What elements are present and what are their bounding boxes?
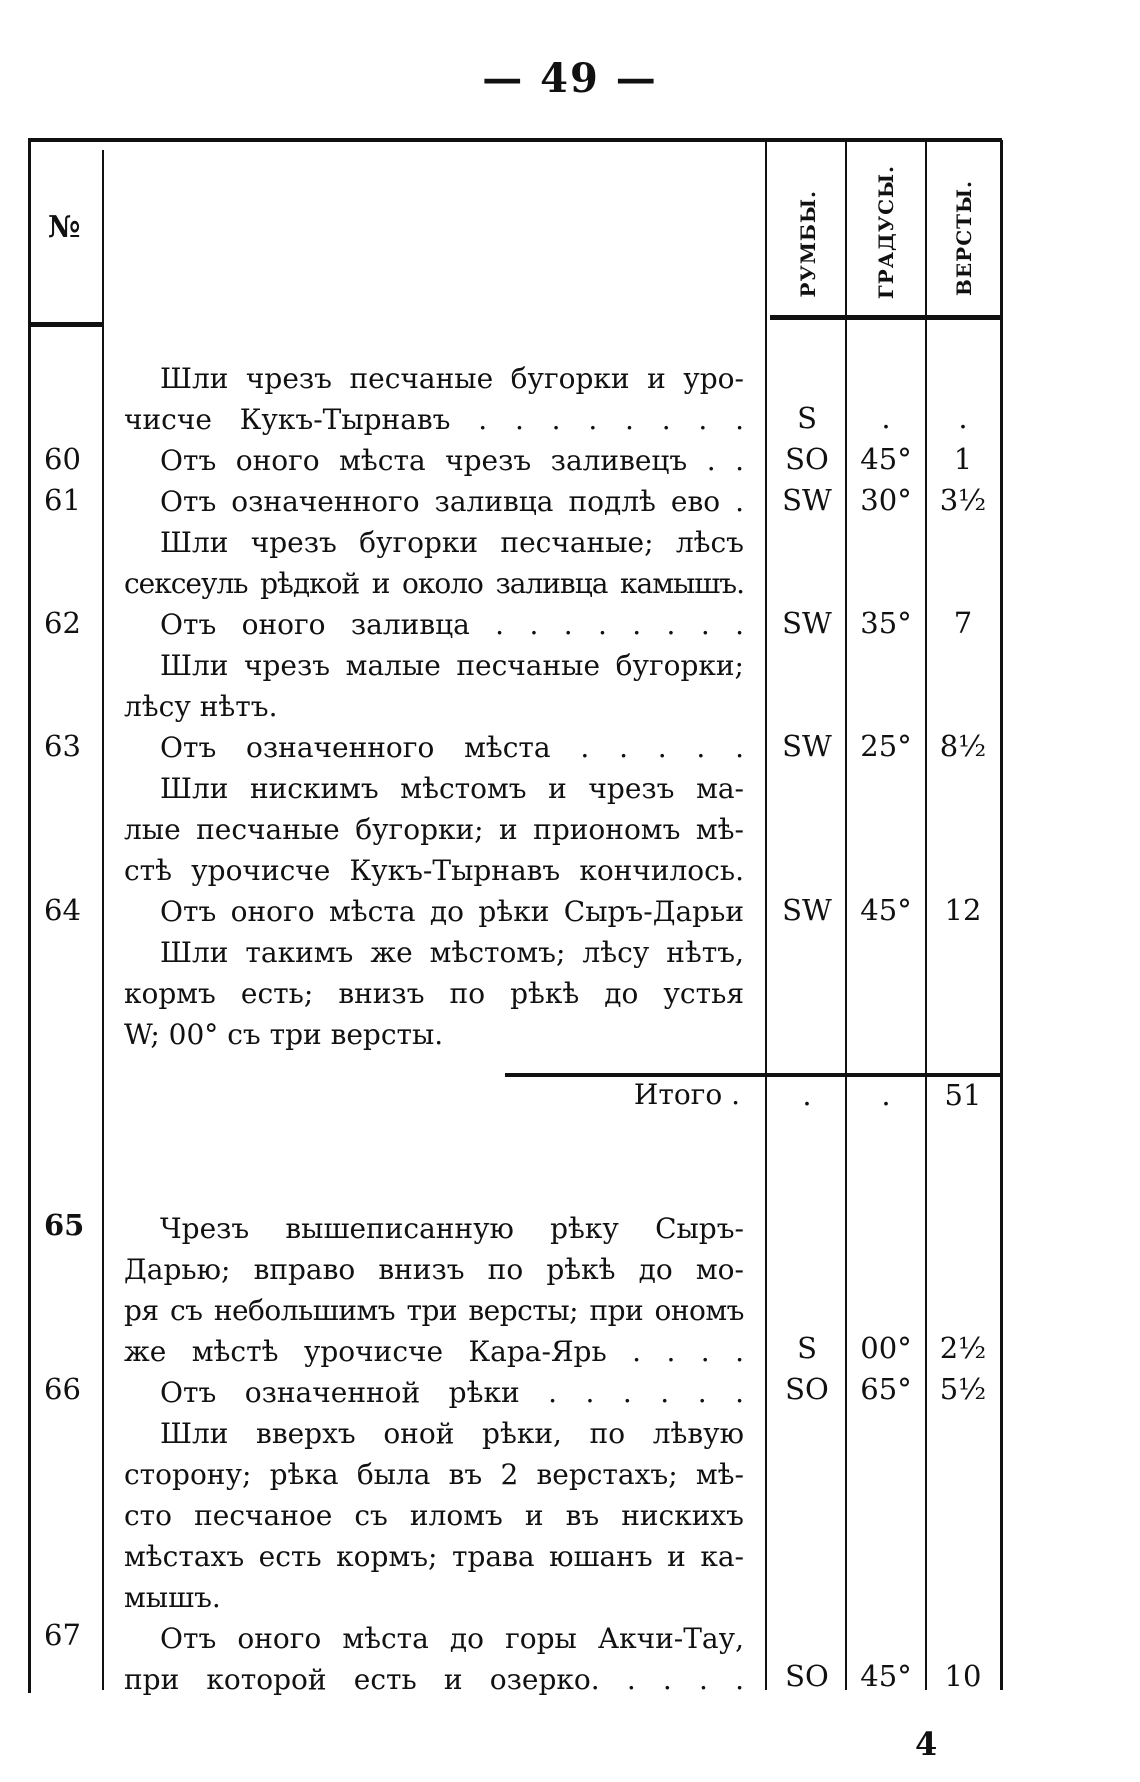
- header-gradusy: ГРАДУСЫ.: [874, 165, 898, 300]
- cell-rumb: SO: [785, 1372, 829, 1406]
- total-grad: .: [881, 1078, 891, 1112]
- cell-grad: 45°: [860, 442, 912, 476]
- text-line: Отъ оного мѣста чрезъ заливецъ . .: [160, 444, 744, 477]
- text-line: Шли чрезъ песчаные бугорки и уро-: [160, 362, 744, 395]
- cell-rumb: SW: [782, 893, 832, 927]
- total-vers: 51: [944, 1078, 982, 1112]
- text-line: Шли такимъ же мѣстомъ; лѣсу нѣтъ,: [160, 936, 744, 969]
- cell-rumb: SW: [782, 483, 832, 517]
- total-rule: [505, 1073, 1000, 1077]
- cell-grad: 65°: [860, 1372, 912, 1406]
- cell-vers: .: [958, 401, 968, 435]
- right-border: [1000, 140, 1003, 1690]
- cell-vers: 2½: [939, 1331, 987, 1365]
- top-rule: [30, 138, 1002, 142]
- cell-grad: 25°: [860, 729, 912, 763]
- text-line: Отъ оного мѣста до рѣки Сыръ-Дарьи: [160, 895, 744, 928]
- text-line: мѣстахъ есть кормъ; трава юшанъ и ка-: [124, 1540, 744, 1573]
- text-line: стѣ урочисче Кукъ-Тырнавъ кончилось.: [124, 854, 744, 887]
- cell-rumb: SW: [782, 729, 832, 763]
- text-line: сексеуль рѣдкой и около заливца камышъ.: [124, 567, 744, 600]
- text-line: ря съ небольшимъ три версты; при ономъ: [124, 1294, 744, 1327]
- cell-rumb: SO: [785, 1659, 829, 1693]
- cell-vers: 12: [944, 893, 982, 927]
- cell-vers: 8½: [939, 729, 987, 763]
- cell-grad: 45°: [860, 1659, 912, 1693]
- signature-mark: 4: [915, 1725, 938, 1763]
- cell-vers: 5½: [939, 1372, 987, 1406]
- cell-grad: 35°: [860, 606, 912, 640]
- text-line: Шли вверхъ оной рѣки, по лѣвую: [160, 1417, 744, 1450]
- cell-grad: 30°: [860, 483, 912, 517]
- text-line: Дарью; вправо внизъ по рѣкѣ до мо-: [124, 1253, 744, 1286]
- cell-grad: .: [881, 401, 891, 435]
- cell-vers: 1: [953, 442, 973, 476]
- header-versty: ВЕРСТЫ.: [952, 180, 976, 296]
- row-number: 60: [44, 442, 81, 476]
- row-number: 61: [44, 483, 81, 517]
- text-line: же мѣстѣ урочисче Кара-Ярь . . . .: [124, 1335, 744, 1368]
- cell-grad: 00°: [860, 1331, 912, 1365]
- text-line: сто песчаное съ иломъ и въ нискихъ: [124, 1499, 744, 1532]
- cell-rumb: S: [797, 401, 817, 435]
- cell-grad: 45°: [860, 893, 912, 927]
- header-rumby: РУМБЫ.: [796, 190, 820, 298]
- text-line: кормъ есть; внизъ по рѣкѣ до устья: [124, 977, 744, 1010]
- row-number: 64: [44, 893, 81, 927]
- left-border: [28, 138, 31, 1693]
- total-label: Итого .: [633, 1078, 740, 1111]
- text-line: Шли чрезъ малые песчаные бугорки;: [160, 649, 744, 682]
- text-block-2: [124, 1208, 744, 1700]
- cell-rumb: SO: [785, 442, 829, 476]
- total-rumb: .: [802, 1078, 812, 1112]
- row-number: 65: [44, 1208, 85, 1242]
- text-line: Чрезъ вышеписанную рѣку Сыръ-: [160, 1212, 744, 1245]
- cell-rumb: SW: [782, 606, 832, 640]
- text-line: Отъ означенного заливца подлѣ ево .: [160, 485, 744, 518]
- row-number: 67: [44, 1618, 81, 1652]
- text-line: W; 00° съ три версты.: [124, 1018, 444, 1051]
- header-number: №: [48, 210, 81, 245]
- cell-rumb: S: [797, 1331, 817, 1365]
- cell-vers: 10: [944, 1659, 982, 1693]
- page-number: — 49 —: [482, 55, 658, 102]
- text-line: Шли чрезъ бугорки песчаные; лѣсъ: [160, 526, 744, 559]
- text-line: лые песчаные бугорки; и приономъ мѣ-: [124, 813, 744, 846]
- text-line: Отъ оного заливца . . . . . . . .: [160, 608, 744, 641]
- row-number: 66: [44, 1372, 81, 1406]
- text-line: мышъ.: [124, 1581, 221, 1614]
- divider-text: [765, 140, 767, 1690]
- header-rule-right: [770, 315, 1000, 320]
- cell-vers: 3½: [939, 483, 987, 517]
- text-line: Отъ означенного мѣста . . . . .: [160, 731, 744, 764]
- text-line: сторону; рѣка была въ 2 верстахъ; мѣ-: [124, 1458, 744, 1491]
- row-number: 62: [44, 606, 81, 640]
- header-rule-left: [30, 322, 102, 327]
- text-line: чисче Кукъ-Тырнавъ . . . . . . . .: [124, 403, 744, 436]
- text-line: Отъ оного мѣста до горы Акчи-Тау,: [160, 1622, 744, 1655]
- text-line: Шли нискимъ мѣстомъ и чрезъ ма-: [160, 772, 744, 805]
- text-line: при которой есть и озерко. . . . .: [124, 1663, 744, 1696]
- text-line: лѣсу нѣтъ.: [124, 690, 278, 723]
- text-block-1: [124, 358, 744, 1055]
- text-line: Отъ означенной рѣки . . . . . .: [160, 1376, 744, 1409]
- row-number: 63: [44, 729, 81, 763]
- divider-number: [102, 150, 104, 1690]
- cell-vers: 7: [953, 606, 973, 640]
